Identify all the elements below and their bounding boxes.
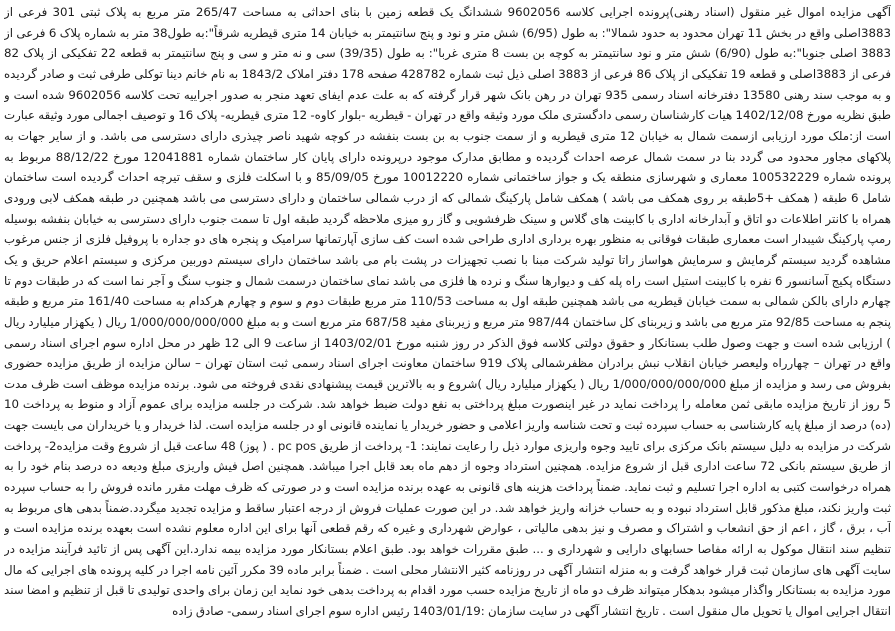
auction-notice-text: آگهی مزایده اموال غیر منقول (اسناد رهنی)پرونده اجرایی کلاسه 9602056 ششدانگ یک قطعه زمین با بنای احداثی به مساحت 265/47 متر مربع به پلاک ثبتی 301 فرعی از 3883اصلی واقع در بخش 11 تهران محدود به حدود شمالا": به طول (6/95) شش متر و نود و پنج سانتیمتر به خیابان 14 متری قیطریه شرقاً":به طول38 متر به شماره پلاک 6 فرعی از 3883 اصلی جنوبا":به طول (6/90) شش متر و نود سانتیمتر به کوچه بن بست 8 متری غربا": به طول (39/35) سی و نه متر و سی و پنج سانتیمتر به قطعه 22 تفکیکی از پلاک 82 فرعی از 3883اصلی و قطعه 19 تفکیکی از پلاک 86 فرعی از 3883 اصلی ذیل ثبت شماره 428782 صفحه 178 دفتر املاک 1843/2 به نام خانم دینا توکلی طرفی ثبت و صادر گردیده و به موجب سند رهنی 13580 دفترخانه اسناد رسمی 935 تهران در رهن بانک شهر قرار گرفته که به علت عدم ایفای تعهد منجر به صدور اجراییه تحت کلاسه 9602056 شده است و طبق نظریه مورخ 1402/12/08 هیات کارشناسان رسمی دادگستری ملک مورد وثیقه واقع در تهران - قیطریه -بلوار کاوه- 12 متری قیطریه- پلاک 16 و توصیف اجمالی مورد وثیقه عبارت است از:ملک مورد ارزیابی ازسمت شمال به خیابان 12 متری قیطریه و از سمت جنوب به بن بست بنفشه در کوچه شهید ناصر چیذری دارای دسترسی می باشد. و از سایر جهات به پلاکهای مجاور محدود می گردد بنا در سمت شمال عرصه احداث گردیده و مطابق مدارک موجود درپرونده دارای پایان کار ساختمان شماره 12041881 مورخ 88/12/22 مربوط به پرونده شماره 100532229 معماری و شهرسازی منطقه یک و جواز ساختمانی شماره 10012220 مورخ 85/09/05 و با اسکلت فلزی و سقف تیرچه احداث گردیده است ساختمان شامل 6 طبقه ( همکف +5طبقه بر روی همکف می باشد ) همکف شامل پارکینگ شمالی که از درب شمالی ساختمان و دارای دسترسی می باشد همچنین در طبقه همکف لابی ورودی همراه با کانتر اطلاعات دو اتاق و آبدارخانه اداری با کابینت های گلاس و سینک ظرفشویی و گاز رو میزی ملاحظه گردید طبقه اول تا سمت جنوب دارای دسترسی به خیابان بنفشه بوسیله رمپ پارکینگ شیبدار است معماری طبقات فوقانی به منظور بهره برداری اداری طراحی شده است کف سازی آپارتمانها سرامیک و پنجره های دو جداره با پروفیل فلزی از جنس مرغوب مشاهده گردید سیستم گرمایش و سرمایش هواساز راتا تولید شرکت مبنا با نصب تجهیزات در پشت بام می باشد ساختمان دارای سیستم دوربین مرکزی و سیستم اعلام حریق و یک دستگاه پکیج آسانسور 6 نفره با کابینت استیل است راه پله کف و دیوارها سنگ و نرده ها فلزی می باشد نمای ساختمان درسمت شمال و جنوب سنگ و آجر نما است که در طبقات دوم تا چهارم دارای بالکن شمالی به سمت خیابان قیطریه می باشد همچنین طبقه اول به مساحت 110/53 متر مربع طبقات دوم و سوم و چهارم هرکدام به مساحت 161/40 متر مربع و طبقه پنجم به مساحت 92/85 متر مربع می باشد و زیربنای کل ساختمان 987/44 متر مربع و زیربنای مفید 687/58 متر مربع است و به مبلغ 1/000/000/000/000 ریال ( یکهزار میلیارد ریال ) ارزیابی شده است و جهت وصول طلب بستانکار و حقوق دولتی کلاسه فوق الذکر در روز شنبه مورخ 1403/02/01 از ساعت 9 الی 12 ظهر در محل اداره سوم اجرای اسناد رسمی واقع در تهران – چهارراه ولیعصر خیابان انقلاب نبش برادران مظفرشمالی پلاک 919 ساختمان معاونت اجرای اسناد رسمی ثبت استان تهران – سالن مزایده از طریق مزایده حضوری بفروش می رسد و مزایده از مبلغ 1/000/000/000/000 ریال ( یکهزار میلیارد ریال )شروع و به بالاترین قیمت پیشنهادی نقدی فروخته می شود. برنده مزایده موظف است ظرف مدت 5 روز از تاریخ مزایده مابقی ثمن معامله را پرداخت نماید در غیر اینصورت مبلغ پرداختی به نفع دولت ضبط خواهد شد. شرکت در جلسه مزایده برای عموم آزاد و منوط به پرداخت 10 (ده) درصد از مبلغ پایه کارشناسی به حساب سپرده ثبت و تحت شناسه واریز اعلامی و حضور خریدار یا نماینده قانونی او در جلسه مزایده است. لذا خریدار و یا خریداران می بایست جهت شرکت در مزایده به دلیل سیستم بانک مرکزی برای تایید وجوه واریزی موارد ذیل را رعایت نمایند: 1- پرداخت از طریق pc pos . ( پوز) 48 ساعت قبل از شروع وقت مزایده2- پرداخت از طریق سیستم بانکی 72 ساعت اداری قبل از شروع مزایده. همچنین استرداد وجوه از دهم ماه بعد قابل اجرا میباشد. همچنین اصل فیش واریزی مبلغ ودیعه ده درصد بنام خود را به همراه درخواست کتبی به اداره اجرا تسلیم و ثبت نماید. ضمناً پرداخت هزینه های قانونی به عهده برنده مزایده است و در صورتی که ظرف مهلت مقرر مانده فروش را به حساب سپرده ثبت واریز نکند، مبلغ مذکور قابل استرداد نبوده و به حساب خزانه واریز خواهد شد. در این صورت عملیات فروش از درجه اعتبار ساقط و مزایده تجدید میگردد.ضمناً بدهی های مربوط به آب ، برق ، گاز ، اعم از حق انشعاب و اشتراک و مصرف و نیز بدهی مالیاتی ، عوارض شهرداری و غیره که رقم قطعی آنها برای این اداره معلوم نشده است بعهده برنده مزایده است و تنظیم سند انتقال موکول به ارائه مفاصا حسابهای دارایی و شهرداری و ... طبق مقررات خواهد بود. طبق اعلام بستانکار مورد مزایده بیمه ندارد.این آگهی پس از تائید فرآیند مزایده در سایت آگهی های سازمان ثبت قرار خواهد گرفت و به منزله انتشار آگهی در روزنامه کثیر الانتشار محلی است . ضمناً برابر ماده 39 مکرر آئین نامه اجرا در کلیه پرونده های اجرایی که مال مورد مزایده به بستانکار واگذار میشود بدهکار میتواند ظرف دو ماه از تاریخ مزایده حسب مورد اقدام به پرداخت بدهی خود نماید این زمان برای واحدی تولیدی تا قبل از تنظیم و امضا سند انتقال اجرایی اموال یا تحویل مال منقول است . تاریخ انتشار آگهی در سایت سازمان :1403/01/19 رئیس اداره سوم اجرای اسناد رسمی- صادق زاده (4, 5, 891, 619)
